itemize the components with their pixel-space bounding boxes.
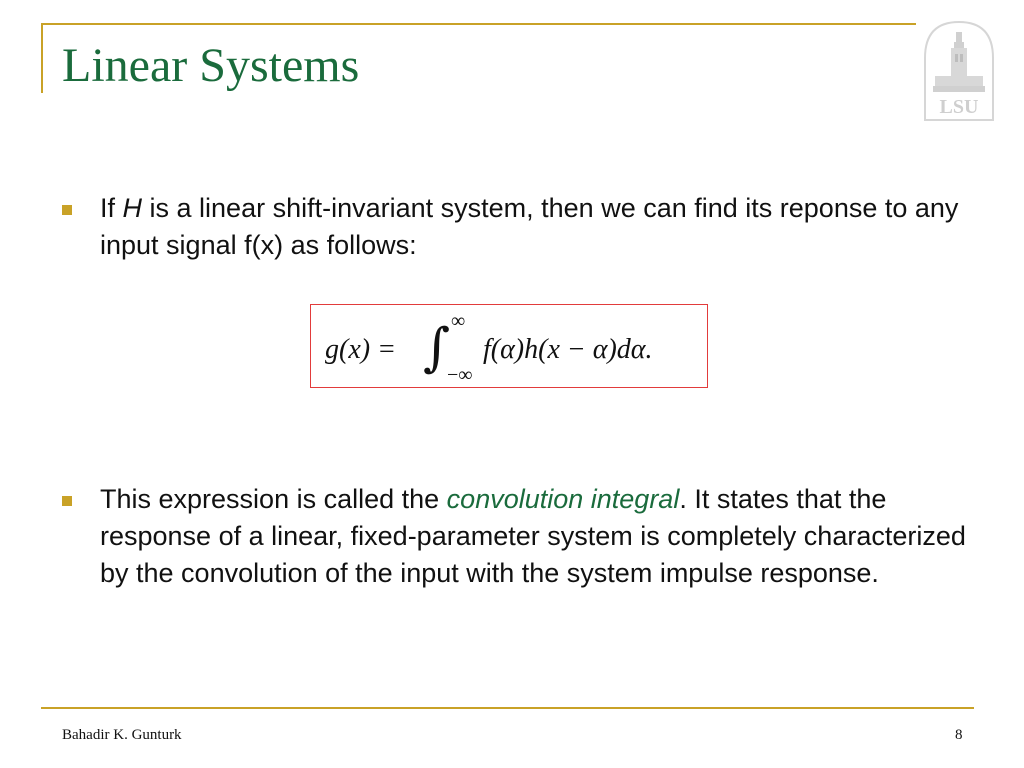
lsu-logo-text: LSU xyxy=(939,96,979,118)
bullet-2-emph: convolution integral xyxy=(446,484,680,514)
footer-author: Bahadir K. Gunturk xyxy=(62,727,182,743)
equation-box xyxy=(310,304,708,388)
slide-title: Linear Systems xyxy=(62,39,360,92)
bullet-marker xyxy=(62,205,72,215)
title-bracket-left xyxy=(41,23,43,93)
bullet-1-emph: H xyxy=(122,193,143,223)
equation-lhs: g(x) = xyxy=(325,334,396,365)
bullet-text-1 xyxy=(100,190,980,264)
lsu-logo xyxy=(921,18,997,122)
bullet-2-prefix: This expression is called the xyxy=(100,484,447,514)
equation-upper-limit: ∞ xyxy=(451,310,466,332)
bullet-1-prefix: If xyxy=(100,193,123,223)
equation-lower-limit: −∞ xyxy=(447,364,473,386)
page-number: 8 xyxy=(955,727,963,743)
integral-sign: ∫ xyxy=(423,318,451,378)
bullet-1-suffix: is a linear shift-invariant system, then we can find its reponse to any input signal f(x) as follows: xyxy=(100,193,959,260)
equation-integrand: f(α)h(x − α)dα. xyxy=(483,334,653,365)
bullet-text-2 xyxy=(100,481,980,592)
title-bracket-top xyxy=(41,23,916,25)
footer-divider xyxy=(41,707,974,709)
bullet-marker xyxy=(62,496,72,506)
bullet-2-suffix: . It states that the response of a linear, fixed-parameter system is completely characterized by the convolution of the input with the system impulse response. xyxy=(100,484,966,588)
convolution-equation xyxy=(311,305,707,387)
